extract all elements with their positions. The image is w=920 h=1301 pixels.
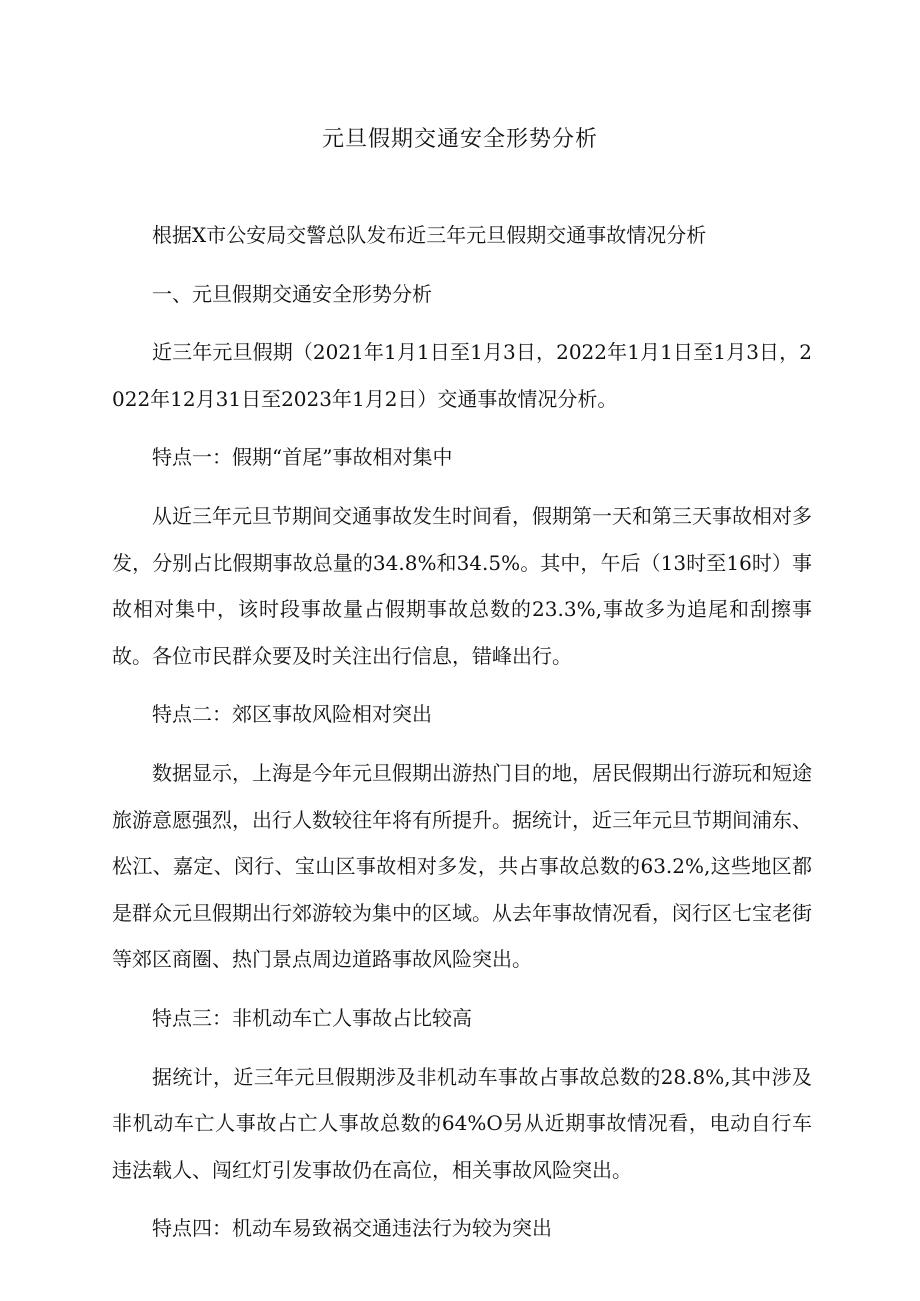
feature-2-paragraph: 数据显示，上海是今年元旦假期出游热门目的地，居民假期出行游玩和短途旅游意愿强烈，出行人数较往年将有所提升。据统计，近三年元旦节期间浦东、松江、嘉定、闵行、宝山区事故相对多发，共占事故总数的63.2%,这些地区都是群众元旦假期出行郊游较为集中的区域。从去年事故情况看，闵行区七宝老街等郊区商圈、热门景点周边道路事故风险突出。 — [112, 760, 812, 972]
section-1-heading: 一、元旦假期交通安全形势分析 — [152, 281, 432, 306]
feature-4-heading: 特点四：机动车易致祸交通违法行为较为突出 — [152, 1216, 552, 1241]
feature-2-heading: 特点二：郊区事故风险相对突出 — [152, 702, 432, 727]
feature-1-heading: 特点一：假期“首尾”事故相对集中 — [152, 445, 453, 470]
feature-1-paragraph: 从近三年元旦节期间交通事故发生时间看，假期第一天和第三天事故相对多发，分别占比假期事故总量的34.8%和34.5%。其中，午后（13时至16时）事故相对集中，该时段事故量占假期事故总数的23.3%,事故多为追尾和刮擦事故。各位市民群众要及时关注出行信息，错峰出行。 — [112, 503, 812, 668]
overview-paragraph: 近三年元旦假期（2021年1月1日至1月3日，2022年1月1日至1月3日，2022年12月31日至2023年1月2日）交通事故情况分析。 — [112, 340, 812, 411]
intro-paragraph: 根据X市公安局交警总队发布近三年元旦假期交通事故情况分析 — [152, 223, 707, 247]
document-body — [112, 212, 812, 1252]
feature-3-paragraph: 据统计，近三年元旦假期涉及非机动车事故占事故总数的28.8%,其中涉及非机动车亡人事故占亡人事故总数的64%O另从近期事故情况看，电动自行车违法载人、闯红灯引发事故仍在高位，相关事故风险突出。 — [112, 1064, 812, 1182]
document-title: 元旦假期交通安全形势分析 — [321, 127, 598, 152]
feature-3-heading: 特点三：非机动车亡人事故占比较高 — [152, 1005, 472, 1030]
